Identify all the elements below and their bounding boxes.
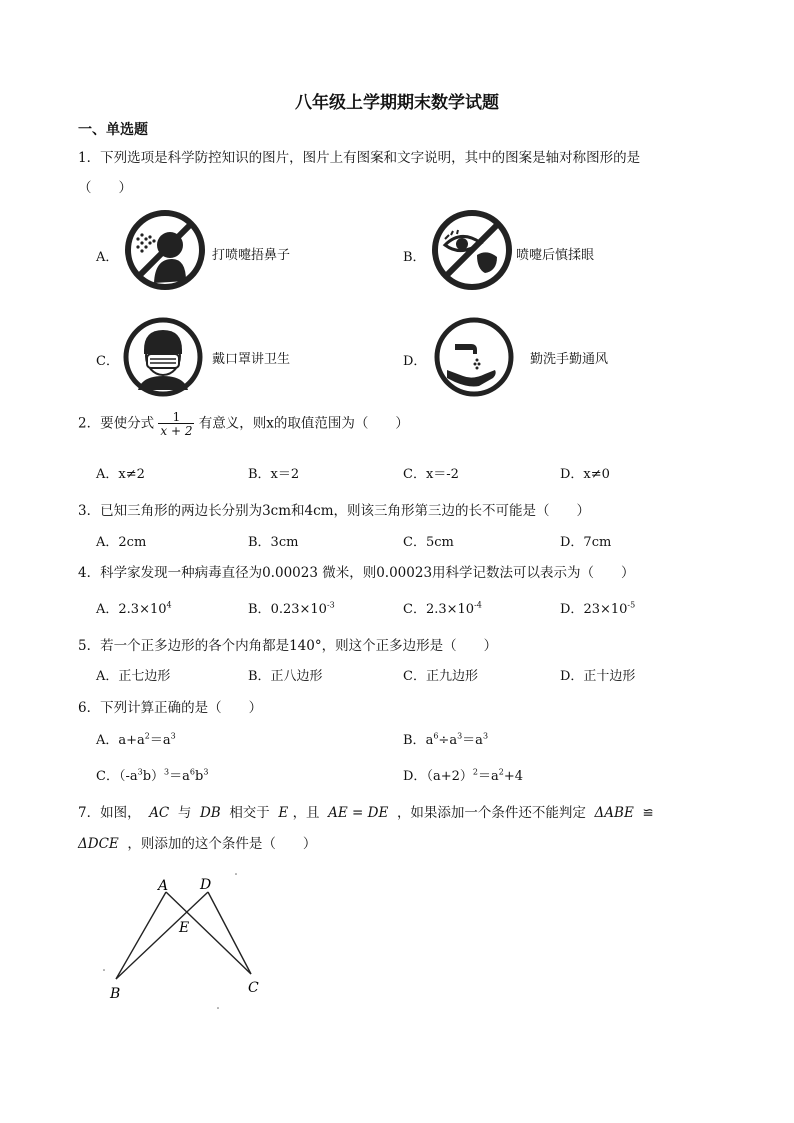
- question-text: 已知三角形的两边长分别为3cm和4cm，则该三角形第三边的长不可能是（ ）: [100, 503, 590, 519]
- fraction-denominator: x + 2: [160, 424, 193, 438]
- option-a: A．x≠2: [96, 467, 145, 482]
- question-5: [78, 634, 497, 654]
- question-text: 若一个正多边形的各个内角都是140°，则这个正多边形是（ ）: [100, 638, 498, 654]
- option-d: D．正十边形: [560, 669, 636, 684]
- question-number: 1．: [78, 150, 101, 166]
- point-label-e: E: [179, 920, 190, 936]
- option-d: D．x≠0: [560, 467, 610, 482]
- section-heading: 一、单选题: [78, 122, 148, 138]
- option-b: B．正八边形: [248, 669, 323, 684]
- question-7: 7．如图， AC 与 DB 相交于 E ，且 AE = DE ，如果添加一个条件还不能判定 ΔABE ≌: [78, 805, 654, 821]
- point-label-d: D: [200, 877, 212, 893]
- option-a: A．$2.3\times 10^4$: [96, 600, 172, 617]
- question-number: 7．: [78, 805, 101, 821]
- question-text: 下列选项是科学防控知识的图片，图片上有图案和文字说明，其中的图案是轴对称图形的是: [100, 150, 641, 166]
- segment-dc: [208, 892, 251, 974]
- question-number: 5．: [78, 638, 101, 654]
- question-6: [78, 696, 262, 716]
- option-a: A．$a+a^2=a^3$: [96, 731, 176, 748]
- answer-paren: （ ）: [78, 180, 132, 196]
- option-a-letter: A．: [96, 250, 119, 265]
- point-label-b: B: [110, 986, 121, 1002]
- option-b: B．3cm: [248, 535, 299, 550]
- option-a-caption: 打喷嚏捂鼻子: [212, 248, 291, 263]
- question-number: 3．: [78, 503, 101, 519]
- question-2: [78, 411, 409, 437]
- option-c: C．5cm: [403, 535, 454, 550]
- option-c-letter: C．: [96, 354, 119, 369]
- option-b-caption: 喷嚏后慎揉眼: [516, 248, 595, 263]
- question-number: 6．: [78, 700, 101, 716]
- fraction-numerator: 1: [172, 410, 181, 424]
- question-7-continued: ΔDCE ，则添加的这个条件是（ ）: [78, 836, 317, 852]
- question-text: 有意义，则x的取值范围为（ ）: [198, 415, 409, 432]
- option-c-caption: 戴口罩讲卫生: [212, 352, 291, 367]
- mask-icon: [122, 316, 204, 398]
- option-b-letter: B．: [403, 250, 426, 265]
- option-a: A．正七边形: [96, 669, 171, 684]
- option-d: D．$23\times 10^{-5}$: [560, 600, 636, 617]
- question-4: [78, 561, 635, 581]
- option-d: D．$(a+2)^2=a^2+4$: [403, 767, 523, 784]
- question-1: [78, 146, 640, 166]
- segment-db: [116, 892, 208, 979]
- option-b: B．$a^6\div a^3=a^3$: [403, 731, 489, 748]
- option-b: B．$0.23\times 10^{-3}$: [248, 600, 335, 617]
- option-d: D．7cm: [560, 535, 612, 550]
- option-d-letter: D．: [403, 354, 427, 369]
- fraction: [158, 411, 194, 437]
- option-c: C．$2.3\times 10^{-4}$: [403, 600, 482, 617]
- no-eye-rub-icon: [431, 209, 513, 291]
- option-c: C．正九边形: [403, 669, 478, 684]
- option-c: C．$(-a^3b)^3=a^6b^3$: [96, 767, 209, 784]
- question-text: 要使分式: [100, 415, 155, 432]
- segment-ab: [116, 892, 166, 979]
- point-label-c: C: [248, 980, 259, 996]
- no-sneeze-icon: [124, 209, 206, 291]
- question-3: [78, 499, 590, 519]
- hand-wash-icon: [433, 316, 515, 398]
- option-a: A．2cm: [96, 535, 147, 550]
- page-title: 八年级上学期期末数学试题: [295, 93, 499, 113]
- option-b: B．x＝2: [248, 467, 300, 482]
- question-number: 4．: [78, 565, 101, 581]
- option-d-caption: 勤洗手勤通风: [530, 352, 609, 367]
- point-label-a: A: [158, 878, 169, 894]
- geometry-figure: [96, 868, 276, 1022]
- option-c: C．x＝-2: [403, 467, 459, 482]
- question-text: 下列计算正确的是（ ）: [100, 700, 263, 716]
- question-text: 科学家发现一种病毒直径为0.00023 微米，则0.00023用科学记数法可以表示为（ ）: [100, 565, 635, 581]
- question-number: 2．: [78, 415, 101, 432]
